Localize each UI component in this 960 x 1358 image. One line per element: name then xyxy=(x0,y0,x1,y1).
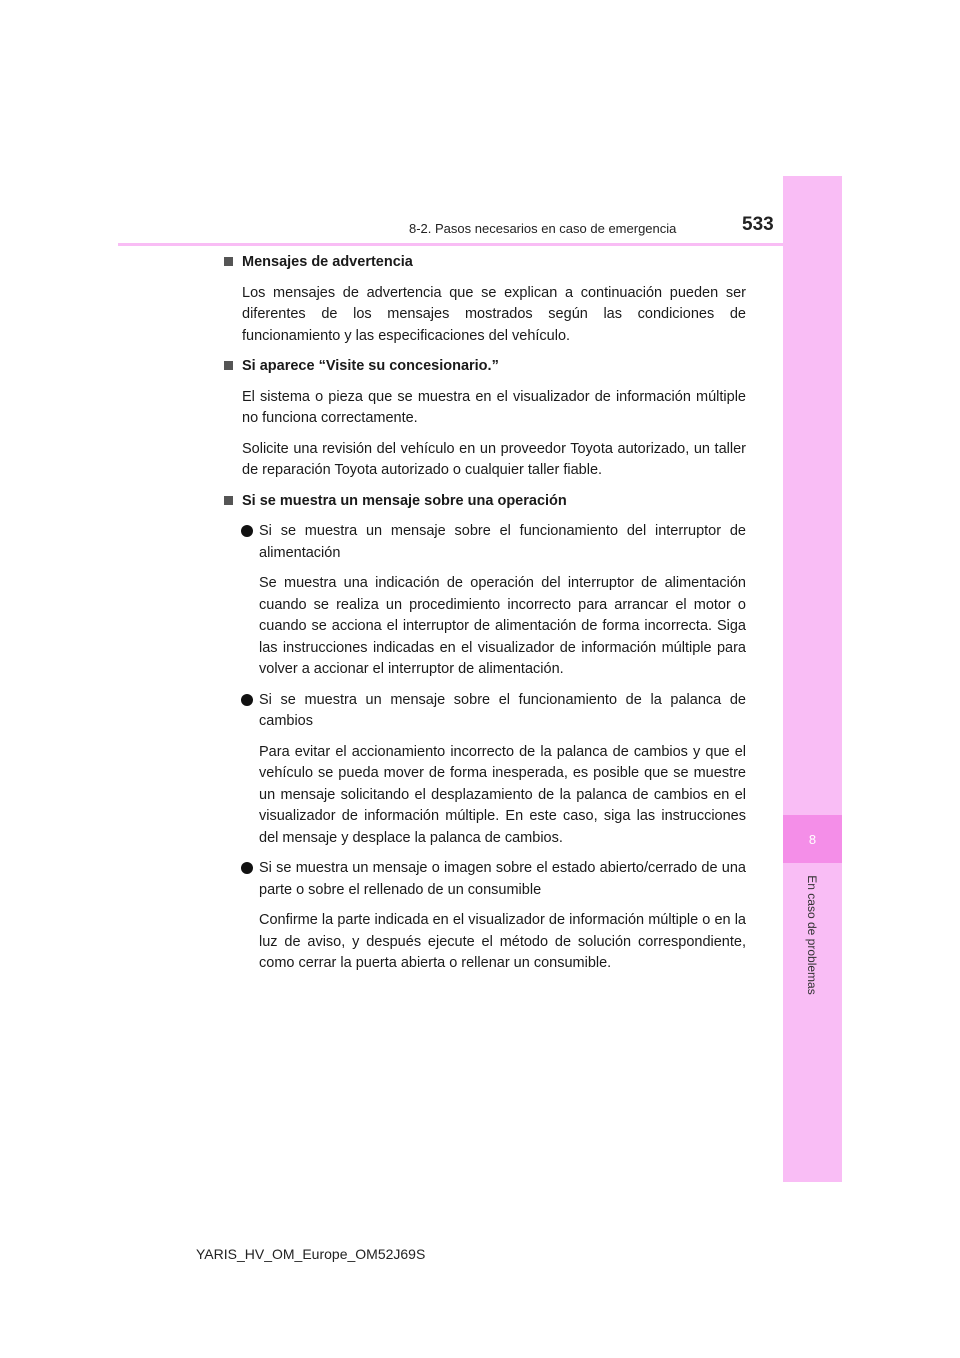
bullet-item xyxy=(222,521,746,564)
bullet-dot-icon xyxy=(241,862,253,874)
bullet-title: Si se muestra un mensaje sobre el funcionamiento de la palanca de cambios xyxy=(259,691,746,729)
bullet-paragraph: Confirme la parte indicada en el visualizador de información múltiple o en la luz de aviso, y después ejecute el método de solución correspondiente, como cerrar la puerta abierta o rellenar un consumible. xyxy=(259,912,746,971)
bullet-dot-icon xyxy=(241,694,253,706)
paragraph: Los mensajes de advertencia que se explican a continuación pueden ser diferentes de los mensajes mostrados según las condiciones de funcionamiento y las especificaciones del vehículo. xyxy=(242,284,746,344)
section-header: 8-2. Pasos necesarios en caso de emergencia xyxy=(409,221,677,236)
heading-text: Si se muestra un mensaje sobre una operación xyxy=(242,492,567,509)
chapter-side-tab xyxy=(783,176,842,1182)
document-id-footer: YARIS_HV_OM_Europe_OM52J69S xyxy=(196,1246,426,1262)
bullet-item xyxy=(222,690,746,733)
main-content xyxy=(222,252,746,984)
square-bullet-icon xyxy=(224,257,233,266)
paragraph: El sistema o pieza que se muestra en el visualizador de información múltiple no funciona correctamente. xyxy=(242,388,746,426)
bullet-paragraph: Se muestra una indicación de operación del interruptor de alimentación cuando se realiza un procedimiento incorrecto para arrancar el motor o cuando se acciona el interruptor de alimentación de forma incorrecta. Siga las instrucciones indicadas en el visualizador de información múltiple para volver a accionar el interruptor de alimentación. xyxy=(259,575,746,677)
section-heading xyxy=(222,491,746,513)
chapter-number: 8 xyxy=(808,831,817,847)
bullet-item xyxy=(222,858,746,901)
square-bullet-icon xyxy=(224,496,233,505)
page-number: 533 xyxy=(742,214,774,235)
chapter-title: En caso de problemas xyxy=(805,875,819,995)
chapter-number-tab xyxy=(783,815,842,863)
bullet-dot-icon xyxy=(241,525,253,537)
heading-text: Mensajes de advertencia xyxy=(242,254,413,270)
heading-text: Si aparece “Visite su concesionario.” xyxy=(242,358,499,374)
paragraph: Solicite una revisión del vehículo en un proveedor Toyota autorizado, un taller de reparación Toyota autorizado o cualquier taller fiable. xyxy=(242,440,746,478)
bullet-paragraph: Para evitar el accionamiento incorrecto de la palanca de cambios y que el vehículo se pueda mover de forma inesperada, es posible que se muestre un mensaje solicitando el desplazamiento de la palanca de cambios en el visualizador de información múltiple. En este caso, siga las instrucciones del mensaje y desplace la palanca de cambios. xyxy=(259,743,746,846)
bullet-title: Si se muestra un mensaje sobre el funcionamiento del interruptor de alimentación xyxy=(259,523,746,561)
section-heading xyxy=(222,356,746,378)
section-heading xyxy=(222,252,746,274)
bullet-title: Si se muestra un mensaje o imagen sobre el estado abierto/cerrado de una parte o sobre el rellenado de un consumible xyxy=(259,860,746,898)
header-divider xyxy=(118,243,842,246)
square-bullet-icon xyxy=(224,361,233,370)
